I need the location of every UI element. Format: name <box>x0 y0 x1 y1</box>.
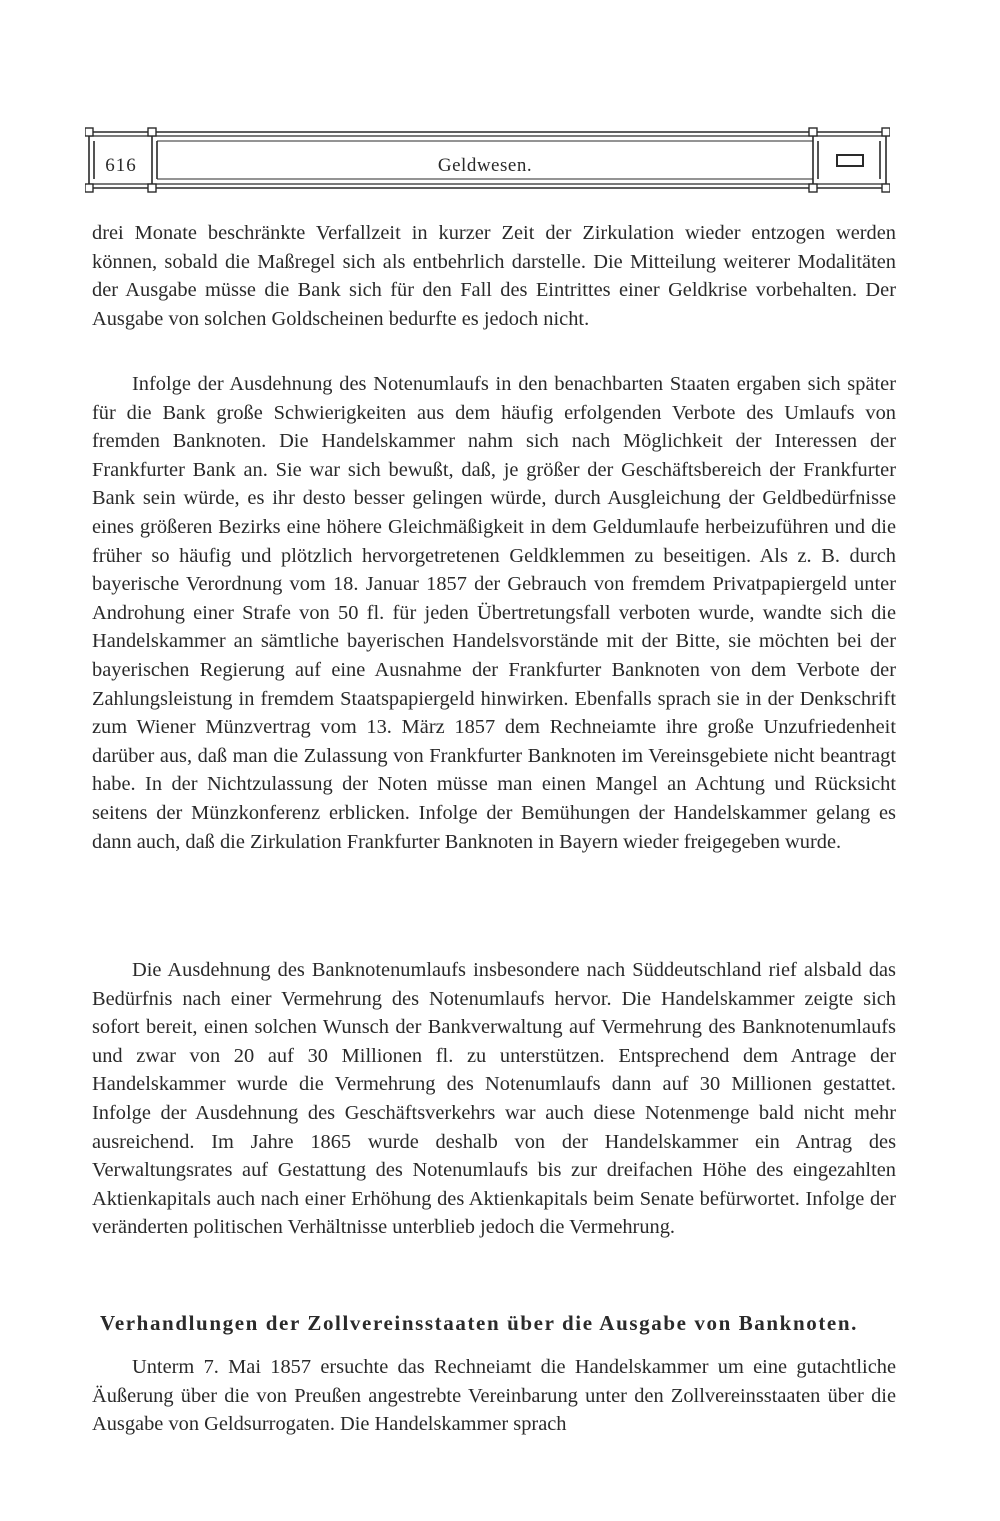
running-header <box>85 127 890 193</box>
page-number: 616 <box>105 155 137 176</box>
paragraph: Unterm 7. Mai 1857 ersuchte das Rechneiamt die Handelskammer um eine gutachtliche Äußerung über die von Preußen angestrebte Vereinbarung unter den Zollvereinsstaaten über die Ausgabe von Geldsurrogaten. Die Handelskammer sprach <box>92 1356 896 1436</box>
section-heading: Verhandlungen der Zollvereinsstaaten über die Ausgabe von Banknoten. <box>100 1311 858 1335</box>
paragraph: Infolge der Ausdehnung des Notenumlaufs in den benachbarten Staaten ergaben sich später für die Bank große Schwierigkeiten aus dem häufig erfolgenden Verbote des Umlaufs von fremden Banknoten. Die Handelskammer nahm sich nach Möglichkeit der Interessen der Frankfurter Bank an. Sie war sich bewußt, daß, je größer der Geschäftsbereich der Frankfurter Bank sein würde, es ihr desto besser gelingen würde, durch Ausgleichung der Geldbedürfnisse eines größeren Bezirks eine höhere Gleichmäßigkeit in dem Geldumlaufe herbeizuführen und die früher so häufig und plötzlich hervorgetretenen Geldklemmen zu beseitigen. Als z. B. durch bayerische Verordnung vom 18. Januar 1857 der Gebrauch von fremdem Privatpapiergeld unter Androhung einer Strafe von 50 fl. für jeden Übertretungsfall verboten wurde, wandte sich die Handelskammer an sämtliche bayerischen Handelsvorstände mit der Bitte, sie möchten bei der bayerischen Regierung auf eine Ausnahme der Frankfurter Banknoten von dem Verbote der Zahlungsleistung in fremdem Staatspapiergeld hinwirken. Ebenfalls sprach sie in der Denkschrift zum Wiener Münzvertrag vom 13. März 1857 dem Rechneiamte ihre große Unzufriedenheit darüber aus, daß man die Zulassung von Frankfurter Banknoten im Vereinsgebiete nicht beantragt habe. In der Nichtzulassung der Noten müsse man einen Mangel an Achtung und Rücksicht seitens der Münzkonferenz erblicken. Infolge der Bemühungen der Handelskammer gelang es dann auch, daß die Zirkulation Frankfurter Banknoten in Bayern wieder freigegeben wurde. <box>92 373 896 853</box>
paragraph: drei Monate beschränkte Verfallzeit in kurzer Zeit der Zirkulation wieder entzogen werden können, sobald die Maßregel sich als entbehrlich darstelle. Die Mitteilung weiterer Modalitäten der Ausgabe müsse die Bank sich für den Fall des Eintrittes einer Geldkrise vorbehalten. Der Ausgabe von solchen Goldscheinen bedurfte es jedoch nicht. <box>92 222 896 330</box>
running-title: Geldwesen. <box>437 155 533 176</box>
paragraph: Die Ausdehnung des Banknotenumlaufs insbesondere nach Süddeutschland rief alsbald das Bedürfnis nach einer Vermehrung des Notenumlaufs hervor. Die Handelskammer zeigte sich sofort bereit, einen solchen Wunsch der Bankverwaltung auf Vermehrung des Banknotenumlaufs und zwar von 20 auf 30 Millionen fl. zu unterstützen. Entsprechend dem Antrage der Handelskammer wurde die Vermehrung des Notenumlaufs dann auf 30 Millionen gestattet. Infolge der Ausdehnung des Geschäftsverkehrs war auch diese Notenmenge bald nicht mehr ausreichend. Im Jahre 1865 wurde deshalb von der Handelskammer ein Antrag des Verwaltungsrates auf Gestattung des Notenumlaufs bis zur dreifachen Höhe des eingezahlten Aktienkapitals auch nach einer Erhöhung des Aktienkapitals beim Senate befürwortet. Infolge der veränderten politischen Verhältnisse unterblieb jedoch die Vermehrung. <box>92 959 896 1239</box>
